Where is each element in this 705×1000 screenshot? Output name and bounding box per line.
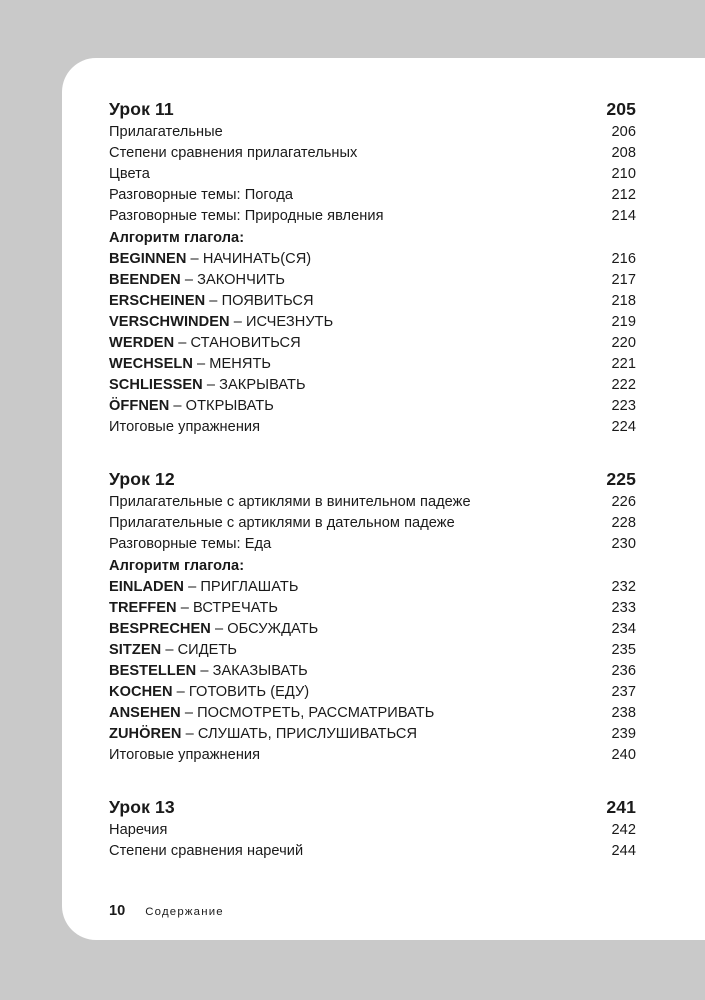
entry-page-number: 208 (611, 145, 636, 161)
verb-entry-label (109, 291, 314, 312)
verb-entry-label (109, 375, 306, 396)
entry-page-number: 244 (611, 843, 636, 859)
entry-page-number: 222 (611, 377, 636, 393)
entry-page-number: 230 (611, 536, 636, 552)
verb-german: BESTELLEN (109, 663, 197, 679)
verb-entry-row[interactable] (109, 577, 636, 598)
toc-entry-label: Прилагательные с артиклями в дательном падеже (109, 515, 455, 531)
verb-russian: – НАЧИНАТЬ(СЯ) (190, 251, 312, 267)
entry-page-number: 226 (611, 494, 636, 510)
verb-russian: – ПОЯВИТЬСЯ (209, 293, 314, 309)
entry-page-number: 235 (611, 642, 636, 658)
entry-page-number: 239 (611, 726, 636, 742)
page-footer (109, 903, 224, 919)
toc-entry-label: Прилагательные с артиклями в винительном падеже (109, 494, 471, 510)
toc-entry-row[interactable] (109, 122, 636, 143)
toc-entry-row[interactable] (109, 206, 636, 227)
toc-entry-label: Разговорные темы: Еда (109, 536, 272, 552)
verb-russian: – ПОСМОТРЕТЬ, РАССМАТРИВАТЬ (184, 705, 435, 721)
lesson-page-number: 225 (606, 469, 636, 489)
verb-russian: – ОТКРЫВАТЬ (173, 398, 274, 414)
verb-russian: – ОБСУЖДАТЬ (214, 621, 319, 637)
toc-entry-row[interactable] (109, 492, 636, 513)
lesson-title: Урок 12 (109, 469, 175, 489)
verb-entry-label (109, 249, 311, 270)
verb-german: ANSEHEN (109, 705, 181, 721)
entry-page-number: 218 (611, 293, 636, 309)
entry-page-number: 234 (611, 621, 636, 637)
verb-russian: – СТАНОВИТЬСЯ (178, 335, 301, 351)
verb-german: SCHLIESSEN (109, 377, 203, 393)
verb-entry-row[interactable] (109, 619, 636, 640)
verb-entry-row[interactable] (109, 724, 636, 745)
verb-algorithm-subheading: Алгоритм глагола: (109, 558, 245, 574)
toc-entry-row[interactable] (109, 745, 636, 766)
toc-entry-label: Итоговые упражнения (109, 419, 261, 435)
verb-entry-label (109, 619, 318, 640)
verb-entry-label (109, 577, 298, 598)
toc-entry-row[interactable] (109, 534, 636, 555)
toc-entry-label: Цвета (109, 166, 150, 182)
verb-german: KOCHEN (109, 684, 173, 700)
verb-entry-row[interactable] (109, 661, 636, 682)
lesson-heading-row[interactable] (109, 466, 636, 492)
verb-german: BEGINNEN (109, 251, 187, 267)
verb-entry-row[interactable] (109, 375, 636, 396)
verb-entry-row[interactable] (109, 682, 636, 703)
entry-page-number: 240 (611, 747, 636, 763)
verb-german: ÖFFNEN (109, 398, 170, 414)
toc-entry-row[interactable] (109, 417, 636, 438)
book-page (62, 58, 705, 940)
verb-algorithm-subheading-row (109, 555, 636, 577)
verb-russian: – ЗАКОНЧИТЬ (184, 272, 286, 288)
verb-russian: – ЗАКАЗЫВАТЬ (200, 663, 308, 679)
verb-algorithm-subheading-row (109, 227, 636, 249)
verb-entry-label (109, 724, 417, 745)
verb-german: TREFFEN (109, 600, 177, 616)
entry-page-number: 220 (611, 335, 636, 351)
verb-german: SITZEN (109, 642, 162, 658)
lesson-heading-row[interactable] (109, 96, 636, 122)
verb-russian: – ВСТРЕЧАТЬ (180, 600, 278, 616)
toc-entry-label: Степени сравнения наречий (109, 843, 304, 859)
entry-page-number: 206 (611, 124, 636, 140)
verb-german: WECHSELN (109, 356, 193, 372)
verb-russian: – ПРИГЛАШАТЬ (188, 579, 299, 595)
toc-entry-label: Наречия (109, 822, 168, 838)
verb-entry-row[interactable] (109, 333, 636, 354)
entry-page-number: 228 (611, 515, 636, 531)
verb-russian: – МЕНЯТЬ (197, 356, 272, 372)
verb-entry-label (109, 333, 301, 354)
entry-page-number: 224 (611, 419, 636, 435)
verb-russian: – СИДЕТЬ (165, 642, 238, 658)
verb-german: WERDEN (109, 335, 175, 351)
toc-section (109, 466, 636, 766)
footer-caption: Содержание (145, 906, 224, 918)
toc-entry-label: Прилагательные (109, 124, 223, 140)
entry-page-number: 216 (611, 251, 636, 267)
entry-page-number: 237 (611, 684, 636, 700)
verb-russian: – ГОТОВИТЬ (ЕДУ) (176, 684, 310, 700)
toc-section (109, 794, 636, 862)
verb-entry-row[interactable] (109, 270, 636, 291)
verb-entry-row[interactable] (109, 354, 636, 375)
verb-entry-row[interactable] (109, 312, 636, 333)
verb-entry-label (109, 396, 274, 417)
verb-entry-label (109, 682, 309, 703)
toc-entry-label: Разговорные темы: Природные явления (109, 208, 384, 224)
verb-entry-row[interactable] (109, 703, 636, 724)
verb-entry-label (109, 312, 333, 333)
verb-entry-label (109, 270, 285, 291)
verb-german: BESPRECHEN (109, 621, 211, 637)
entry-page-number: 221 (611, 356, 636, 372)
toc-entry-row[interactable] (109, 820, 636, 841)
entry-page-number: 236 (611, 663, 636, 679)
lesson-page-number: 241 (606, 797, 636, 817)
lesson-heading-row[interactable] (109, 794, 636, 820)
toc-entry-row[interactable] (109, 143, 636, 164)
toc-entry-row[interactable] (109, 164, 636, 185)
toc-entry-row[interactable] (109, 513, 636, 534)
table-of-contents (109, 96, 636, 862)
verb-german: VERSCHWINDEN (109, 314, 230, 330)
verb-russian: – ИСЧЕЗНУТЬ (233, 314, 334, 330)
verb-algorithm-subheading: Алгоритм глагола: (109, 230, 245, 246)
verb-entry-row[interactable] (109, 291, 636, 312)
lesson-title: Урок 13 (109, 797, 175, 817)
entry-page-number: 242 (611, 822, 636, 838)
verb-german: BEENDEN (109, 272, 181, 288)
verb-entry-row[interactable] (109, 249, 636, 270)
toc-entry-label: Степени сравнения прилагательных (109, 145, 358, 161)
verb-german: EINLADEN (109, 579, 184, 595)
verb-russian: – ЗАКРЫВАТЬ (206, 377, 306, 393)
entry-page-number: 233 (611, 600, 636, 616)
folio-number: 10 (109, 903, 126, 919)
verb-entry-label (109, 640, 237, 661)
toc-entry-label: Итоговые упражнения (109, 747, 261, 763)
lesson-title: Урок 11 (109, 99, 174, 119)
entry-page-number: 238 (611, 705, 636, 721)
entry-page-number: 232 (611, 579, 636, 595)
entry-page-number: 219 (611, 314, 636, 330)
entry-page-number: 212 (611, 187, 636, 203)
verb-german: ZUHÖREN (109, 726, 182, 742)
entry-page-number: 223 (611, 398, 636, 414)
toc-section (109, 96, 636, 438)
verb-entry-row[interactable] (109, 640, 636, 661)
verb-entry-label (109, 703, 434, 724)
verb-entry-label (109, 598, 278, 619)
verb-german: ERSCHEINEN (109, 293, 206, 309)
toc-entry-label: Разговорные темы: Погода (109, 187, 294, 203)
toc-entry-row[interactable] (109, 185, 636, 206)
verb-entry-row[interactable] (109, 396, 636, 417)
entry-page-number: 217 (611, 272, 636, 288)
verb-entry-label (109, 354, 271, 375)
verb-russian: – СЛУШАТЬ, ПРИСЛУШИВАТЬСЯ (185, 726, 418, 742)
entry-page-number: 210 (611, 166, 636, 182)
verb-entry-row[interactable] (109, 598, 636, 619)
entry-page-number: 214 (611, 208, 636, 224)
lesson-page-number: 205 (606, 99, 636, 119)
toc-entry-row[interactable] (109, 841, 636, 862)
verb-entry-label (109, 661, 308, 682)
